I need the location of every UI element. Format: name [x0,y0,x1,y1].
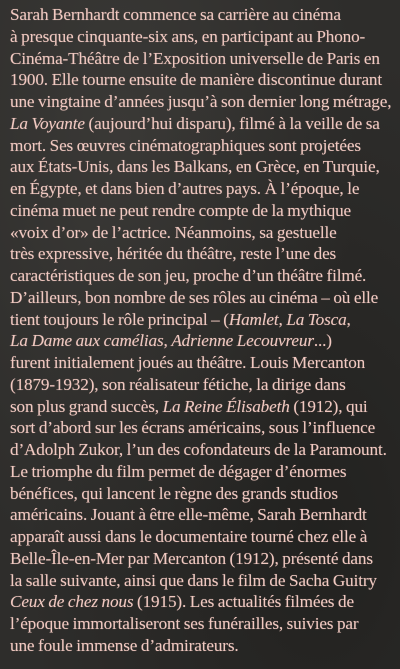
text-line: La Dame aux camélias, Adrienne Lecouvreur...) [10,331,332,351]
text-line: sort d’abord sur les écrans américains, sous l’influence [10,418,376,438]
text-line: son plus grand succès, La Reine Élisabeth (1912), qui [10,396,368,416]
text-line: en Égypte, et dans bien d’autres pays. À l’époque, le [10,179,360,198]
text-line: cinéma muet ne peut rendre compte de la mythique [10,200,352,220]
text-line: une vingtaine d’années jusqu’à son dernier long métrage, [10,92,392,111]
text-line: aux États-Unis, dans les Balkans, en Grèce, en Turquie, [10,157,380,177]
text-line: d’Adolph Zukor, l’un des cofondateurs de la Paramount. [10,440,387,459]
text-line: «voix d’or» de l’actrice. Néanmoins, sa gestuelle [10,222,337,242]
panel-text [10,4,398,657]
film-title: La Voyante [10,113,85,133]
text-line: à presque cinquante-six ans, en participant au Phono- [10,26,366,46]
text-line: américains. Jouant à être elle-même, Sarah Bernhardt [10,505,367,525]
text-line: La Voyante (aujourd’hui disparu), filmé à la veille de sa [10,113,380,133]
film-title: La Tosca [286,309,347,329]
text-line: Belle-Île-en-Mer par Mercanton (1912), présenté dans [10,548,373,568]
text-line: la salle suivante, ainsi que dans le film de Sacha Guitry [10,570,377,590]
text-line: Le triomphe du film permet de dégager d’énormes [10,461,347,481]
film-title: Ceux de chez nous [10,592,134,612]
text-line: l’époque immortaliseront ses funérailles, suivies par [10,614,359,633]
text-line: une foule immense d’admirateurs. [10,635,239,655]
film-title: Hamlet [228,309,279,329]
text-line: 1900. Elle tourne ensuite de manière discontinue durant [10,70,382,90]
film-title: La Reine Élisabeth [162,396,290,416]
text-line: apparaît aussi dans le documentaire tourné chez elle à [10,527,368,546]
text-line: Ceux de chez nous (1915). Les actualités filmées de [10,592,354,612]
text-line: très expressive, héritée du théâtre, reste l’une des [10,244,337,264]
text-line: (1879-1932), son réalisateur fétiche, la dirige dans [10,374,346,394]
film-title: Adrienne Lecouvreur [171,331,314,351]
text-line: Cinéma-Théâtre de l’Exposition universelle de Paris en [10,48,380,68]
text-line: bénéfices, qui lancent le règne des grands studios [10,483,338,503]
text-line: caractéristiques de son jeu, proche d’un théâtre filmé. [10,266,367,285]
film-title: La Dame aux camélias [10,331,164,351]
text-line: D’ailleurs, bon nombre de ses rôles au cinéma – où elle [10,287,379,307]
text-line: Sarah Bernhardt commence sa carrière au cinéma [10,5,341,24]
text-line: mort. Ses œuvres cinématographiques sont projetées [10,135,361,155]
text-line: furent initialement joués au théâtre. Louis Mercanton [10,353,366,372]
text-line: tient toujours le rôle principal – (Hamlet, La Tosca, [10,309,351,329]
